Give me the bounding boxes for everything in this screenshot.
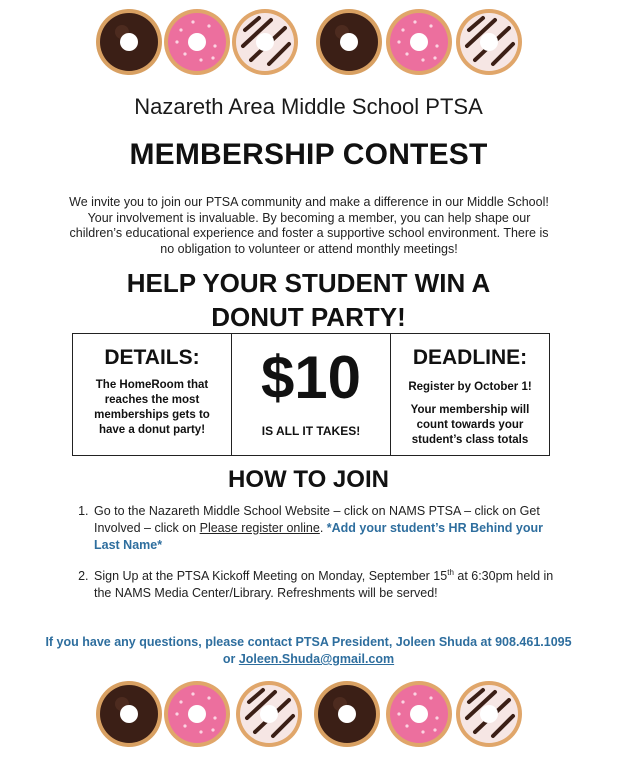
pink-sprinkle-donut-icon bbox=[163, 8, 231, 76]
price-cell bbox=[232, 334, 391, 456]
chocolate-donut-icon bbox=[315, 8, 383, 76]
step-1-period: . bbox=[319, 521, 327, 535]
contact-info bbox=[40, 634, 577, 668]
step-2-text-b: at 6:30pm held in the NAMS Media Center/Library. Refreshments will be served! bbox=[94, 569, 554, 601]
pink-sprinkle-donut-icon bbox=[163, 680, 231, 748]
bottom-donut-row bbox=[0, 676, 617, 756]
white-striped-donut-icon bbox=[455, 8, 523, 76]
register-online-link[interactable]: Please register online bbox=[199, 521, 320, 535]
price-caption: IS ALL IT TAKES! bbox=[261, 424, 361, 438]
headline bbox=[0, 266, 617, 334]
contact-email-link[interactable]: Joleen.Shuda@gmail.com bbox=[238, 652, 395, 666]
details-title: DETAILS: bbox=[104, 346, 200, 369]
deadline-cell bbox=[391, 334, 550, 456]
organization-name: Nazareth Area Middle School PTSA bbox=[134, 94, 483, 119]
chocolate-donut-icon bbox=[95, 8, 163, 76]
step-1-note: *Add your student’s HR Behind your Last Name* bbox=[94, 521, 543, 552]
white-striped-donut-icon bbox=[231, 8, 299, 76]
deadline-text: Your membership will count towards your student’s class totals bbox=[410, 404, 530, 446]
headline-line-1: HELP YOUR STUDENT WIN A bbox=[126, 268, 491, 298]
white-striped-donut-icon bbox=[235, 680, 303, 748]
step-2-text-a: Sign Up at the PTSA Kickoff Meeting on Monday, September 15 bbox=[94, 569, 448, 584]
headline-line-2: DONUT PARTY! bbox=[211, 302, 406, 332]
intro-paragraph: We invite you to join our PTSA community and make a difference in our Middle School! Your involvement is invaluable. By becoming a member, you can help shape our children’s educational experience and foster a supportive school environment. There is no obligation to volunteer or attend monthly meetings! bbox=[69, 195, 549, 256]
info-box bbox=[72, 333, 550, 456]
page-title: MEMBERSHIP CONTEST bbox=[129, 138, 488, 171]
top-donut-row bbox=[0, 4, 617, 84]
pink-sprinkle-donut-icon bbox=[385, 8, 453, 76]
deadline-date: Register by October 1! bbox=[408, 381, 532, 393]
chocolate-donut-icon bbox=[313, 680, 381, 748]
step-1-text: Go to the Nazareth Middle School Website – click on NAMS PTSA – click on Get Involved – click on bbox=[94, 504, 540, 535]
join-step-2 bbox=[92, 564, 572, 602]
price-amount: $10 bbox=[260, 344, 362, 411]
details-cell bbox=[73, 334, 232, 456]
step-2-superscript: th bbox=[447, 568, 454, 577]
join-steps-list bbox=[72, 503, 572, 612]
how-to-join-title: HOW TO JOIN bbox=[228, 466, 389, 493]
details-text: The HomeRoom that reaches the most memberships gets to have a donut party! bbox=[94, 379, 210, 436]
contact-text: If you have any questions, please contact PTSA President, Joleen Shuda at 908.461.1095 or bbox=[45, 635, 572, 666]
deadline-title: DEADLINE: bbox=[412, 346, 528, 369]
pink-sprinkle-donut-icon bbox=[385, 680, 453, 748]
chocolate-donut-icon bbox=[95, 680, 163, 748]
join-step-1 bbox=[92, 503, 572, 554]
white-striped-donut-icon bbox=[455, 680, 523, 748]
